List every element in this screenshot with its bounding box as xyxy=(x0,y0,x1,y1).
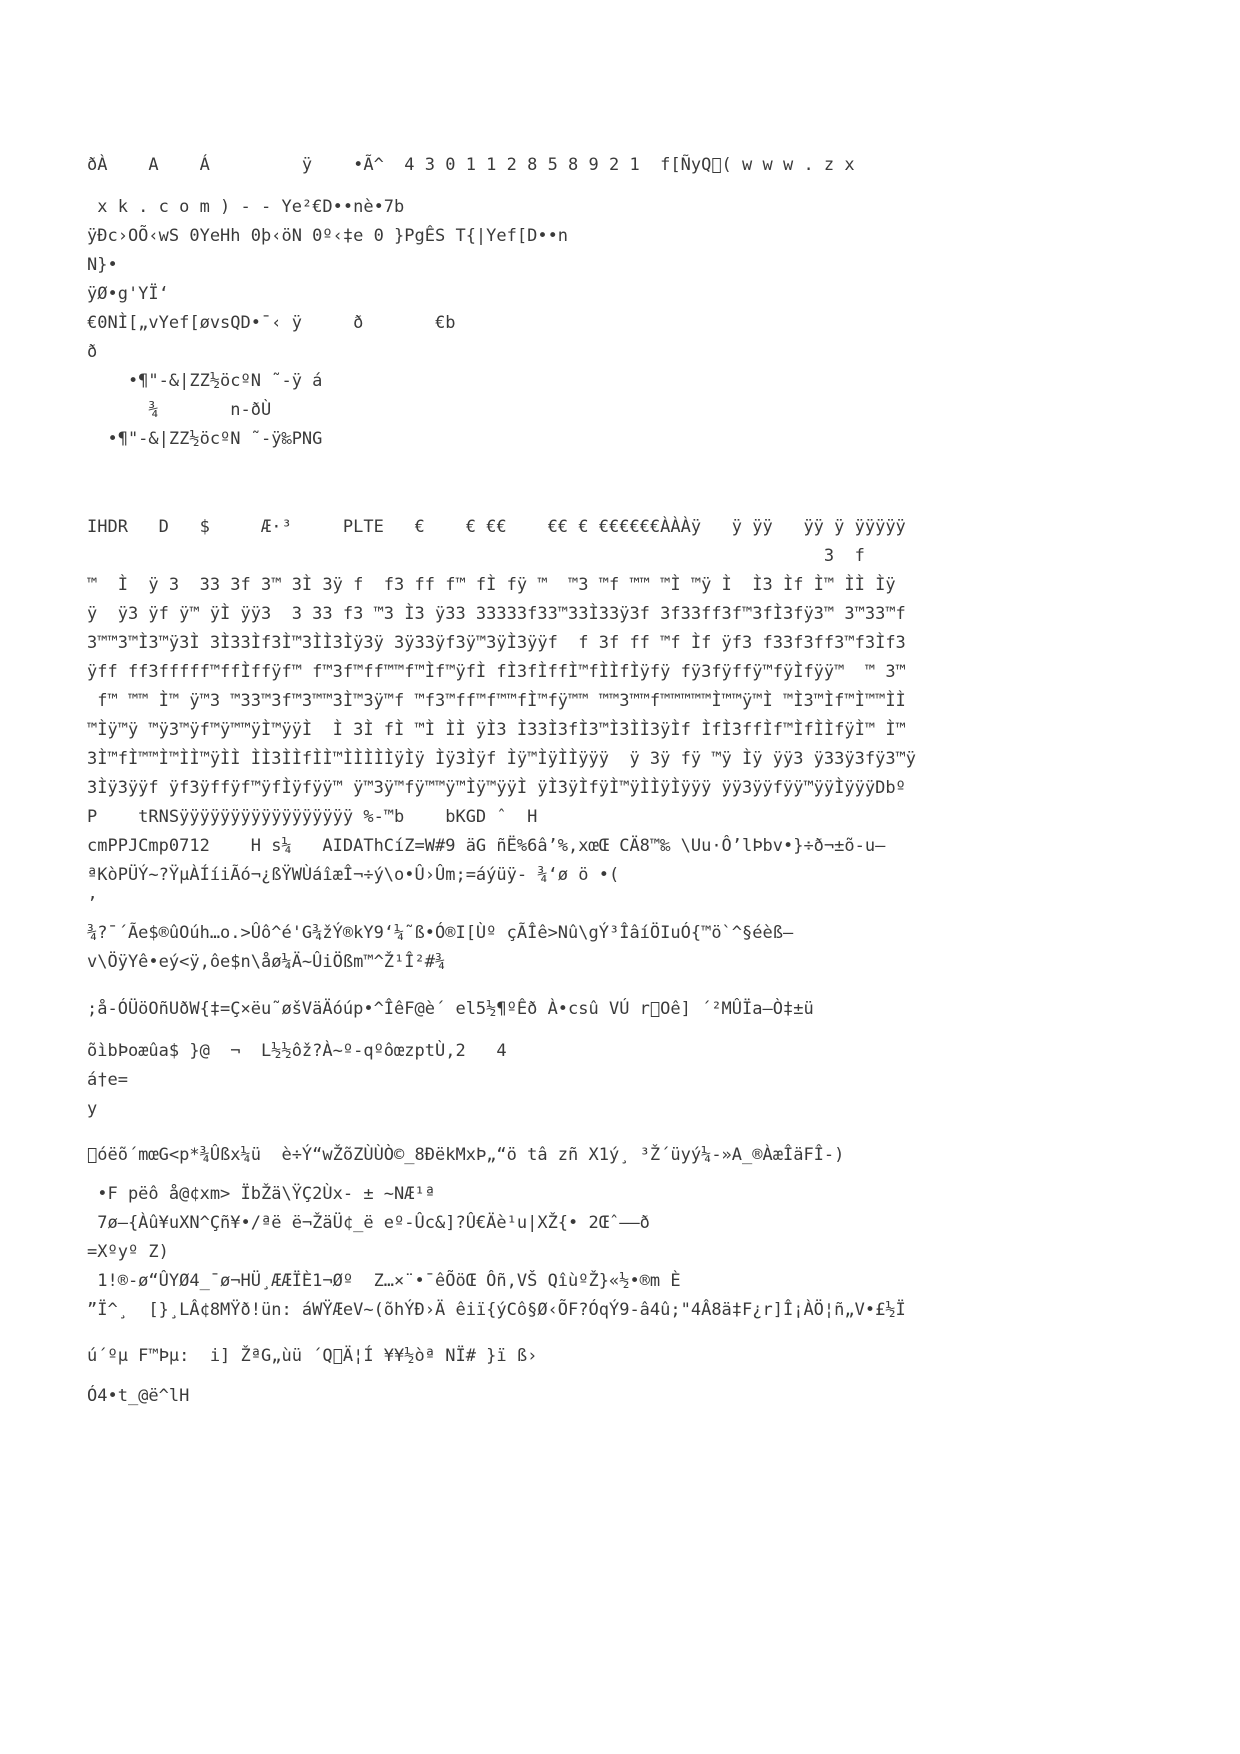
text-line: P tRNSÿÿÿÿÿÿÿÿÿÿÿÿÿÿÿÿÿ %-™b bKGD ˆ H xyxy=(87,807,538,827)
text-line: €0NÌ[„vYef[øvsQD•¯‹ ÿ ð €b xyxy=(87,313,456,333)
text-line: f™ ™™ Ì™ ÿ™3 ™33™3f™3™™3Ì™3ÿ™f ™f3™ff™f™™fÌ™fÿ™™ ™™3™™f™™™™™Ì™™ÿ™Ì ™Ì3™Ìf™Ì™™ÌÌ xyxy=(87,691,906,711)
text-line: 3 f xyxy=(87,546,865,566)
text-line: •¶"-&|ZZ½öcºN ˜-ÿ‰PNG xyxy=(87,429,323,449)
text-line: 7ø—{Àû¥uXN^Çñ¥•/ªë ë¬ŽäÜ¢_ë eº-Ûc&]?Û€Äè¹u|XŽ{• 2Œˆ––ð xyxy=(87,1213,650,1233)
text-line: ÿ ÿ3 ÿf ÿ™ ÿÌ ÿÿ3 3 33 f3 ™3 Ì3 ÿ33 33333f33™33Ì33ÿ3f 3f33ff3f™3fÌ3fÿ3™ 3™33™f xyxy=(87,604,906,624)
text-line: ”Ï^¸ [}¸LÂ¢8MŸð!ün: áWŸÆeV~(õhÝÐ›Ä êiï{ýCô§Ø‹ÕF?ÓqÝ9-â4û;"4Â8ä‡F¿r]Î¡ÀÖ¦ñ„V•£½Ï xyxy=(87,1300,906,1320)
text-line: ðÀ A Á ÿ •Ã^ 4 3 0 1 1 2 8 5 8 9 2 1 f[ÑyQ ( w w w . z x xyxy=(87,155,855,175)
text-line: ’ xyxy=(87,894,98,914)
text-line:  óëõ´mœG<p*¾Ûßx¼ü è÷Ý“wŽõZÙÙÒ©_8ÐëkMxÞ„“ö tâ zñ X1ý¸ ³Ž´üyý¼-»A_®ÀæÎäFÎ-) xyxy=(87,1145,845,1165)
text-line: 3™™3™Ì3™ÿ3Ì 3Ì33Ìf3Ì™3ÌÌ3Ìÿ3ÿ 3ÿ33ÿf3ÿ™3ÿÌ3ÿÿf f 3f ff ™f Ìf ÿf3 f33f3ff3™f3Ìf3 xyxy=(87,633,906,653)
text-line: õìbÞoæûa$ }@ ¬ L½½ôž?À~º-qºôœzptÙ,2 4 xyxy=(87,1041,507,1061)
text-line: x k . c o m ) - - Ye²€D••nè•7b xyxy=(87,197,405,217)
text-line: ™ Ì ÿ 3 33 3f 3™ 3Ì 3ÿ f f3 ff f™ fÌ fÿ ™ ™3 ™f ™™ ™Ì ™ÿ Ì Ì3 Ìf Ì™ ÌÌ Ìÿ xyxy=(87,575,896,595)
text-line: cmPPJCmp0712 H s¼ AIDAThCíZ=W#9 äG ñË%6â’%,xœŒ CÄ8™‰ \Uu·Ô’lÞbv•}÷ð¬±õ-u— xyxy=(87,836,886,856)
text-line: ÿØ•g'YÏ‘ xyxy=(87,284,169,304)
text-line: ð xyxy=(87,342,98,362)
text-line: ¾ n-ðÙ xyxy=(87,400,272,420)
text-line: v\ÖÿYê•eý<ÿ,ôe$n\åø¼Ä~ÛiÖßm™^Ž¹Î²#¾ xyxy=(87,952,446,972)
text-line: ™Ìÿ™ÿ ™ÿ3™ÿf™ÿ™™ÿÌ™ÿÿÌ Ì 3Ì fÌ ™Ì ÌÌ ÿÌ3 Ì33Ì3fÌ3™Ì3ÌÌ3ÿÌf ÌfÌ3ffÌf™ÌfÌÌfÿÌ™ Ì™ xyxy=(87,720,906,740)
text-line: 1!®-ø“ÛYØ4_¯ø¬HÜ¸ÆÆÏÈ1¬Øº Z…×¨•¯êÕöŒ Ôñ,VŠ QîùºŽ}«½•®m È xyxy=(87,1271,681,1291)
text-line: ú´ºµ F™Þµ: i] ŽªG„ùü ´Q Ä¦Í ¥¥½òª NÏ# }ï ß› xyxy=(87,1346,538,1366)
text-line: =Xºyº Z) xyxy=(87,1242,169,1262)
text-line: á†e= xyxy=(87,1070,128,1090)
text-line: 3Ì™fÌ™™Ì™ÌÌ™ÿÌÌ ÌÌ3ÌÌfÌÌ™ÌÌÌÌÌÿÌÿ Ìÿ3Ìÿf Ìÿ™ÌÿÌÌÿÿÿ ÿ 3ÿ fÿ ™ÿ Ìÿ ÿÿ3 ÿ33ÿ3fÿ3™ÿ xyxy=(87,749,917,769)
text-line: 3Ìÿ3ÿÿf ÿf3ÿffÿf™ÿfÌÿfÿÿ™ ÿ™3ÿ™fÿ™™ÿ™Ìÿ™ÿÿÌ ÿÌ3ÿÌfÿÌ™ÿÌÌÿÌÿÿÿ ÿÿ3ÿÿfÿÿ™ÿÿÌÿÿÿDbº xyxy=(87,778,906,798)
text-line: •F pëô å@¢xm> ÏbŽä\ŸÇ2Ùx- ± ~NÆ¹ª xyxy=(87,1184,435,1204)
text-line: ¾?¯´Ãe$®ûOúh…o.>Ûô^é'G¾žÝ®kY9‘¼˜ß•Ó®I[Ùº çÃÎê>Nû\gÝ³ÎâíÖIuÓ{™ö`^§éèß— xyxy=(87,923,794,943)
text-line: y xyxy=(87,1099,98,1119)
text-line: •¶"-&|ZZ½öcºN ˜-ÿ á xyxy=(87,371,323,391)
text-line: Ó4•t_@ë^lH xyxy=(87,1386,190,1406)
text-line: IHDR D $ Æ·³ PLTE € € €€ €€ € €€€€€€ÀÀÀÿ ÿ ÿÿ ÿÿ ÿ ÿÿÿÿÿ xyxy=(87,517,906,537)
text-line: N}• xyxy=(87,255,118,275)
text-line: ªKòPÜÝ~?ŸµÀÍíiÃó¬¿ßŸWÙáîæÎ¬÷ý\o•Û›Ûm;=áýüÿ- ¾‘ø ö •( xyxy=(87,865,620,885)
text-line: ÿÐc›OÕ‹wS 0YeHh 0þ‹öN 0º‹‡e 0 }PgÊS T{|Yef[D••n xyxy=(87,226,569,246)
text-line: ÿff ff3fffff™ffÌffÿf™ f™3f™ff™™f™Ìf™ÿfÌ fÌ3fÌffÌ™fÌÌfÌÿfÿ fÿ3fÿffÿ™fÿÌfÿÿ™ ™ 3™ xyxy=(87,662,906,682)
text-line: ;å-ÓÜöOñUðW{‡=Ç×ëu˜øšVäÄóúp•^ÎêF@è´ el5½¶ºÊð À•csû VÚ r Oê] ´²MÛÏa—Ò‡±ü xyxy=(87,999,814,1019)
